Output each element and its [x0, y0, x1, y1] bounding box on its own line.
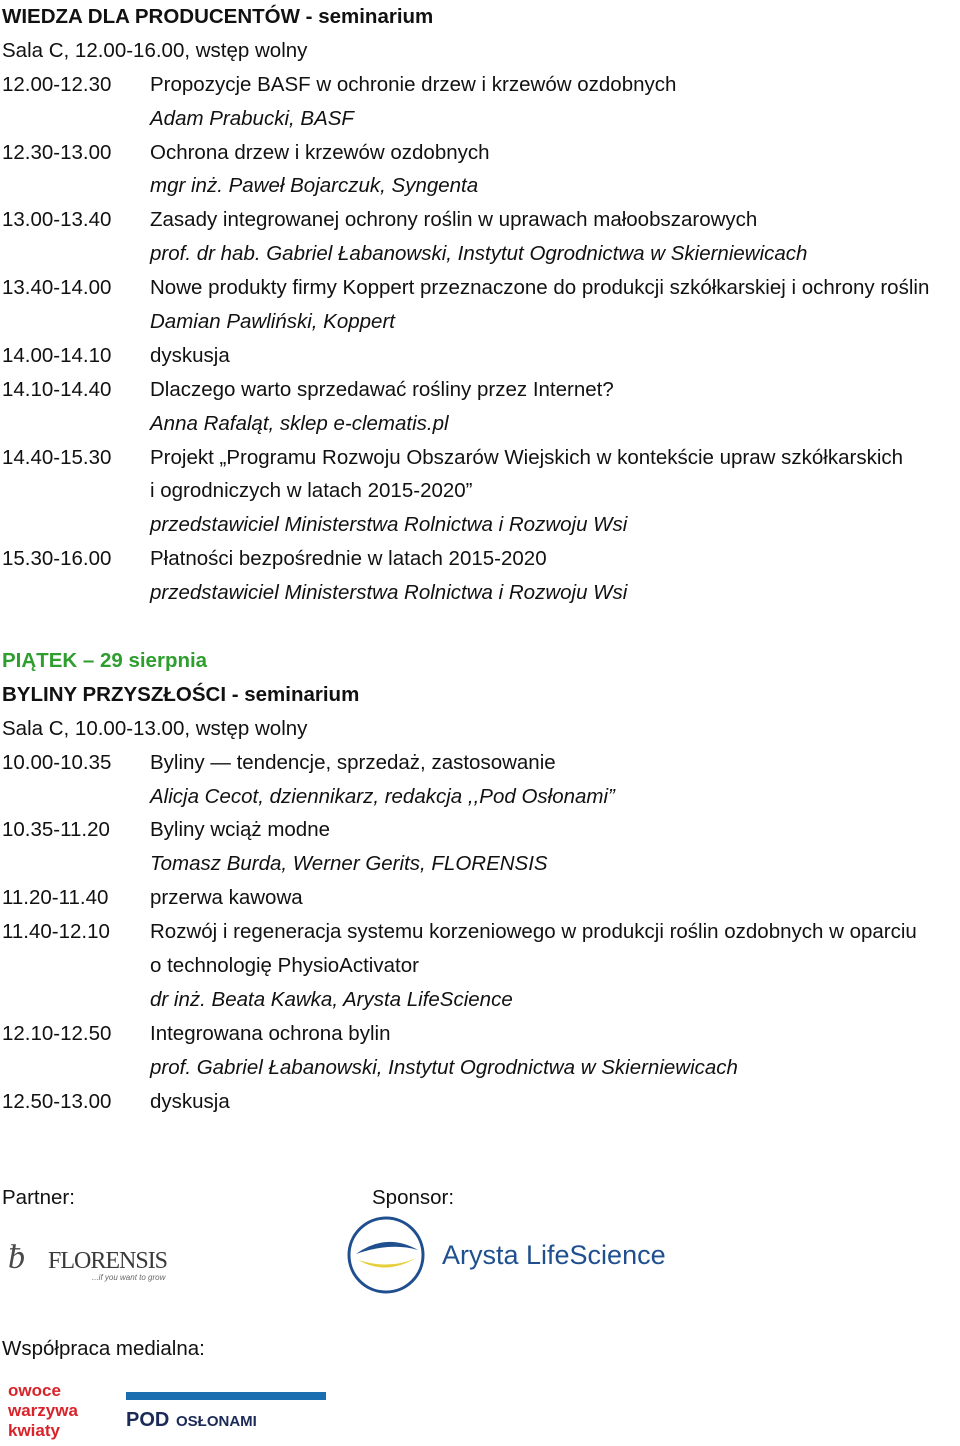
schedule-line	[2, 203, 958, 237]
schedule-topic: Propozycje BASF w ochronie drzew i krzewów ozdobnych	[150, 72, 677, 96]
schedule-time: 12.00-12.30	[2, 72, 112, 96]
arysta-logo-circle	[349, 1218, 423, 1292]
section2-schedule	[2, 746, 958, 1119]
schedule-speaker: Tomasz Burda, Werner Gerits, FLORENSIS	[150, 852, 548, 876]
schedule-line	[2, 68, 958, 102]
schedule-time: 14.10-14.40	[2, 377, 112, 401]
schedule-time: 14.00-14.10	[2, 343, 112, 367]
schedule-topic: i ogrodniczych w latach 2015-2020”	[150, 479, 473, 503]
owoce-logo-line: owoce	[8, 1381, 61, 1400]
schedule-speaker: prof. Gabriel Łabanowski, Instytut Ogrodnictwa w Skierniewicach	[150, 1055, 738, 1079]
schedule-line	[2, 373, 958, 407]
schedule-time: 12.50-13.00	[2, 1089, 112, 1113]
schedule-time: 10.35-11.20	[2, 818, 110, 842]
schedule-line	[2, 915, 958, 949]
spacer	[2, 610, 958, 644]
schedule-topic: Integrowana ochrona bylin	[150, 1021, 391, 1045]
pod-oslonami-logo	[126, 1392, 326, 1432]
schedule-speaker: Damian Pawliński, Koppert	[150, 310, 395, 334]
schedule-line	[2, 339, 958, 373]
schedule-line	[2, 746, 958, 780]
schedule-line	[2, 441, 958, 475]
schedule-topic: dyskusja	[150, 343, 230, 367]
schedule-time: 13.00-13.40	[2, 208, 112, 232]
schedule-speaker: Alicja Cecot, dziennikarz, redakcja ,,Pod Osłonami”	[150, 784, 615, 808]
schedule-line	[2, 881, 958, 915]
pod-logo-text: OSŁONAMI	[176, 1413, 257, 1430]
schedule-topic: Projekt „Programu Rozwoju Obszarów Wiejskich w kontekście upraw szkółkarskich	[150, 445, 904, 469]
schedule-topic: Płatności bezpośrednie w latach 2015-2020	[150, 547, 547, 571]
schedule-topic: Byliny — tendencje, sprzedaż, zastosowanie	[150, 750, 556, 774]
schedule-line	[2, 271, 958, 305]
schedule-line	[2, 949, 958, 983]
schedule-speaker: przedstawiciel Ministerstwa Rolnictwa i Rozwoju Wsi	[150, 581, 628, 605]
schedule-time: 14.40-15.30	[2, 445, 112, 469]
section1-title: WIEDZA DLA PRODUCENTÓW - seminarium	[2, 5, 434, 28]
schedule-line	[2, 474, 958, 508]
schedule-topic: Byliny wciąż modne	[150, 818, 331, 842]
section1-schedule	[2, 68, 958, 610]
schedule-line	[2, 1017, 958, 1051]
schedule-topic: Nowe produkty firmy Koppert przeznaczone do produkcji szkółkarskiej i ochrony roślin	[150, 276, 930, 300]
florensis-logo	[6, 1228, 186, 1290]
schedule-time: 10.00-10.35	[2, 750, 112, 774]
arysta-logo	[346, 1214, 666, 1296]
arysta-logo-text: Arysta LifeScience	[442, 1240, 666, 1270]
schedule-line	[2, 1085, 958, 1119]
section2-location: Sala C, 10.00-13.00, wstęp wolny	[2, 716, 308, 740]
sponsor-label: Sponsor:	[372, 1186, 455, 1209]
schedule-speaker: prof. dr hab. Gabriel Łabanowski, Instytut Ogrodnictwa w Skierniewicach	[150, 242, 808, 266]
schedule-topic: Zasady integrowanej ochrony roślin w uprawach małoobszarowych	[150, 208, 758, 232]
florensis-logo-mark: ƀ	[8, 1239, 25, 1276]
media-label: Współpraca medialna:	[2, 1337, 205, 1360]
schedule-speaker: dr inż. Beata Kawka, Arysta LifeScience	[150, 987, 513, 1011]
owoce-logo-line: warzywa	[8, 1401, 78, 1420]
section2-title: BYLINY PRZYSZŁOŚCI - seminarium	[2, 682, 360, 706]
schedule-topic: Dlaczego warto sprzedawać rośliny przez Internet?	[150, 377, 614, 401]
schedule-topic: przerwa kawowa	[150, 886, 303, 910]
pod-logo-text-bold: POD	[126, 1409, 170, 1431]
program-document	[2, 0, 958, 1119]
schedule-topic: Ochrona drzew i krzewów ozdobnych	[150, 140, 490, 164]
schedule-time: 12.10-12.50	[2, 1021, 112, 1045]
florensis-logo-tagline: ...if you want to grow	[92, 1273, 166, 1282]
schedule-speaker: Adam Prabucki, BASF	[150, 106, 354, 130]
schedule-time: 12.30-13.00	[2, 140, 112, 164]
schedule-line	[2, 136, 958, 170]
schedule-speaker: mgr inż. Paweł Bojarczuk, Syngenta	[150, 174, 479, 198]
schedule-speaker: przedstawiciel Ministerstwa Rolnictwa i Rozwoju Wsi	[150, 513, 628, 537]
schedule-time: 13.40-14.00	[2, 276, 112, 300]
schedule-topic: o technologię PhysioActivator	[150, 954, 419, 978]
schedule-time: 11.40-12.10	[2, 920, 110, 944]
florensis-logo-text: FLORENSIS	[48, 1248, 168, 1274]
schedule-time	[2, 949, 150, 983]
section1-location: Sala C, 12.00-16.00, wstęp wolny	[2, 38, 308, 62]
schedule-time	[2, 474, 150, 508]
schedule-time: 11.20-11.40	[2, 886, 109, 910]
schedule-topic: dyskusja	[150, 1089, 230, 1113]
owoce-logo-line: kwiaty	[8, 1421, 60, 1440]
schedule-topic: Rozwój i regeneracja systemu korzeniowego w produkcji roślin ozdobnych w oparciu	[150, 920, 917, 944]
section2-day: PIĄTEK – 29 sierpnia	[2, 649, 208, 673]
partner-label: Partner:	[2, 1186, 75, 1209]
schedule-time: 15.30-16.00	[2, 547, 112, 571]
schedule-line	[2, 813, 958, 847]
schedule-line	[2, 542, 958, 576]
owoce-warzywa-kwiaty-logo	[6, 1380, 102, 1440]
pod-logo-bar	[126, 1392, 326, 1400]
schedule-speaker: Anna Rafaląt, sklep e-clematis.pl	[150, 411, 449, 435]
